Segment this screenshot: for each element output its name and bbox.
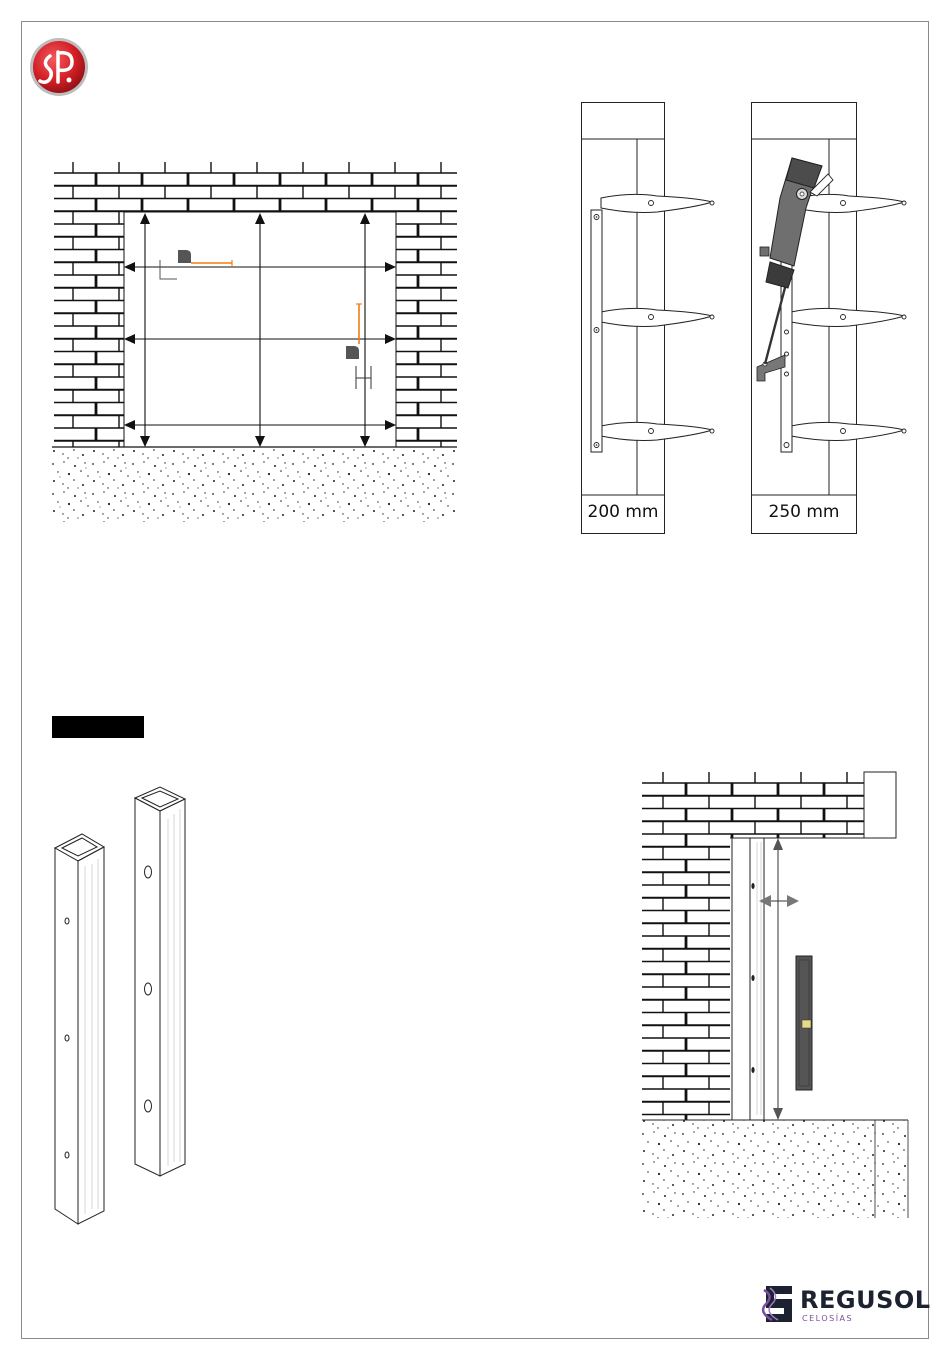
brand-name: REGUSOL — [800, 1286, 931, 1314]
louver-width-large-label: 250 mm — [768, 502, 840, 522]
louver-250mm-actuator-diagram — [751, 102, 916, 534]
brand-tagline: CELOSÍAS — [802, 1314, 854, 1323]
section-marker — [52, 716, 144, 738]
louver-200mm-diagram — [581, 102, 721, 534]
wall-opening-diagram — [50, 160, 460, 525]
square-posts-diagram — [52, 784, 192, 1229]
louver-width-small-label: 200 mm — [587, 502, 659, 522]
sp-monogram-icon — [28, 36, 90, 98]
installation-section-diagram — [640, 770, 912, 1222]
regusol-s-icon — [762, 1284, 796, 1324]
